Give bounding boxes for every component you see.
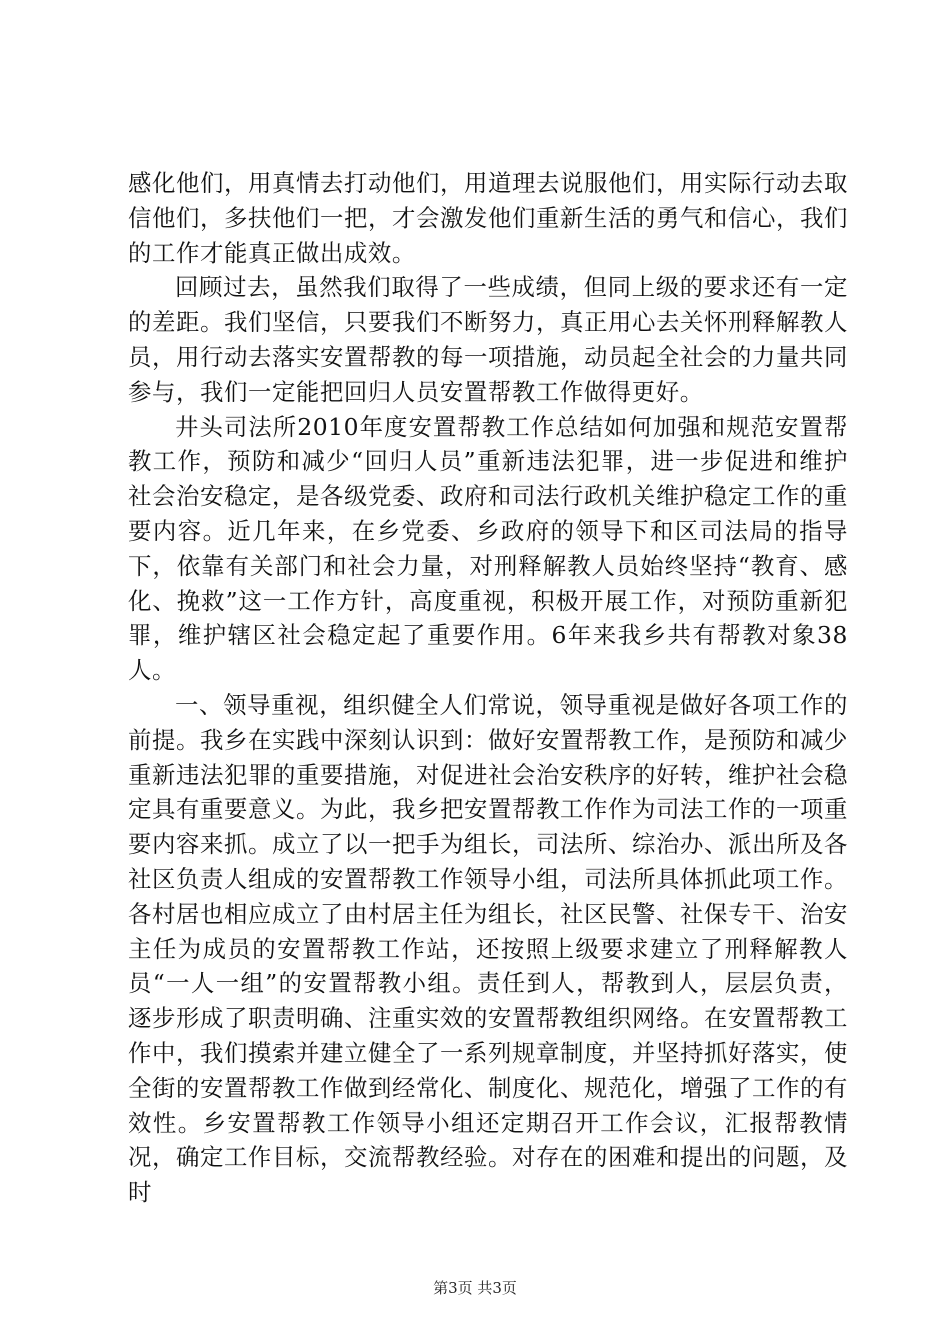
paragraph-4: 一、领导重视，组织健全人们常说，领导重视是做好各项工作的前提。我乡在实践中深刻认识到：做好安置帮教工作，是预防和减少重新违法犯罪的重要措施，对促进社会治安秩序的好转，维护社会稳定具有重要意义。为此，我乡把安置帮教工作作为司法工作的一项重要内容来抓。成立了以一把手为组长，司法所、综治办、派出所及各社区负责人组成的安置帮教工作领导小组，司法所具体抓此项工作。各村居也相应成立了由村居主任为组长，社区民警、社保专干、治安主任为成员的安置帮教工作站，还按照上级要求建立了刑释解教人员“一人一组”的安置帮教小组。责任到人，帮教到人，层层负责，逐步形成了职责明确、注重实效的安置帮教组织网络。在安置帮教工作中，我们摸索并建立健全了一系列规章制度，并坚持抓好落实，使全街的安置帮教工作做到经常化、制度化、规范化，增强了工作的有效性。乡安置帮教工作领导小组还定期召开工作会议，汇报帮教情况，确定工作目标，交流帮教经验。对存在的困难和提出的问题，及时	[128, 690, 848, 1207]
paragraph-2: 回顾过去，虽然我们取得了一些成绩，但同上级的要求还有一定的差距。我们坚信，只要我们不断努力，真正用心去关怀刑释解教人员，用行动去落实安置帮教的每一项措施，动员起全社会的力量共同参与，我们一定能把回归人员安置帮教工作做得更好。	[128, 273, 848, 406]
page-footer: 第3页 共3页	[433, 1279, 517, 1297]
paragraph-1: 感化他们，用真情去打动他们，用道理去说服他们，用实际行动去取信他们，多扶他们一把，才会激发他们重新生活的勇气和信心，我们的工作才能真正做出成效。	[128, 169, 848, 267]
document-body	[128, 166, 848, 1210]
paragraph-3: 井头司法所2010年度安置帮教工作总结如何加强和规范安置帮教工作，预防和减少“回归人员”重新违法犯罪，进一步促进和维护社会治安稳定，是各级党委、政府和司法行政机关维护稳定工作的重要内容。近几年来，在乡党委、乡政府的领导下和区司法局的指导下，依靠有关部门和社会力量，对刑释解教人员始终坚持“教育、感化、挽救”这一工作方针，高度重视，积极开展工作，对预防重新犯罪，维护辖区社会稳定起了重要作用。6年来我乡共有帮教对象38人。	[128, 412, 848, 685]
